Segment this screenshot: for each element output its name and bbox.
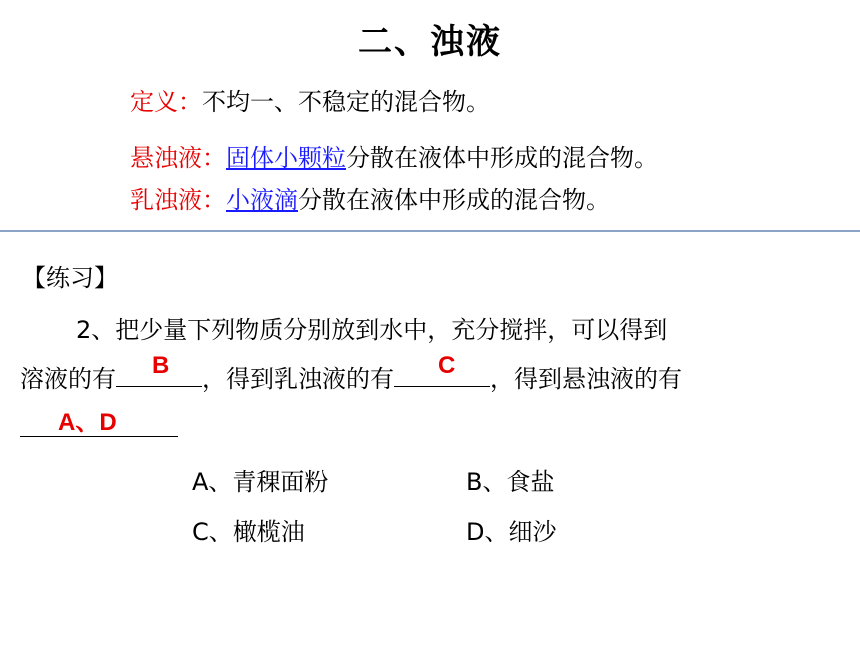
exercise-heading: 【练习】 — [22, 264, 118, 292]
option-a: A、青稞面粉 — [192, 468, 329, 496]
answer-blank-suspension[interactable] — [20, 406, 178, 437]
page-title: 二、浊液 — [358, 22, 502, 62]
suspension-line — [130, 138, 658, 173]
suspension-text: 分散在液体中形成的混合物。 — [346, 144, 658, 172]
question-part-3: ，得到悬浊液的有 — [490, 365, 682, 393]
suspension-link[interactable]: 固体小颗粒 — [226, 144, 346, 172]
definition-label: 定义： — [130, 88, 202, 116]
emulsion-text: 分散在液体中形成的混合物。 — [298, 186, 610, 214]
definition-text: 不均一、不稳定的混合物。 — [202, 88, 490, 116]
answer-blank-solution[interactable] — [116, 352, 202, 387]
question-part-1: 溶液的有 — [20, 365, 116, 393]
option-d: D、细沙 — [466, 518, 557, 546]
emulsion-line — [130, 180, 610, 215]
emulsion-label: 乳浊液： — [130, 186, 226, 214]
emulsion-link[interactable]: 小液滴 — [226, 186, 298, 214]
answer-suspension: A、D — [58, 409, 117, 436]
definition-line — [130, 82, 490, 117]
question-part-2: ，得到乳浊液的有 — [202, 365, 394, 393]
option-c: C、橄榄油 — [192, 518, 305, 546]
option-b: B、食盐 — [466, 468, 555, 496]
answer-solution: B — [152, 352, 170, 379]
section-divider — [0, 230, 860, 232]
suspension-label: 悬浊液： — [130, 144, 226, 172]
answer-emulsion: C — [438, 352, 456, 379]
question-line-1: 2、把少量下列物质分别放到水中，充分搅拌，可以得到 — [76, 316, 668, 344]
question-line-2 — [20, 352, 682, 394]
answer-blank-emulsion[interactable] — [394, 352, 490, 387]
